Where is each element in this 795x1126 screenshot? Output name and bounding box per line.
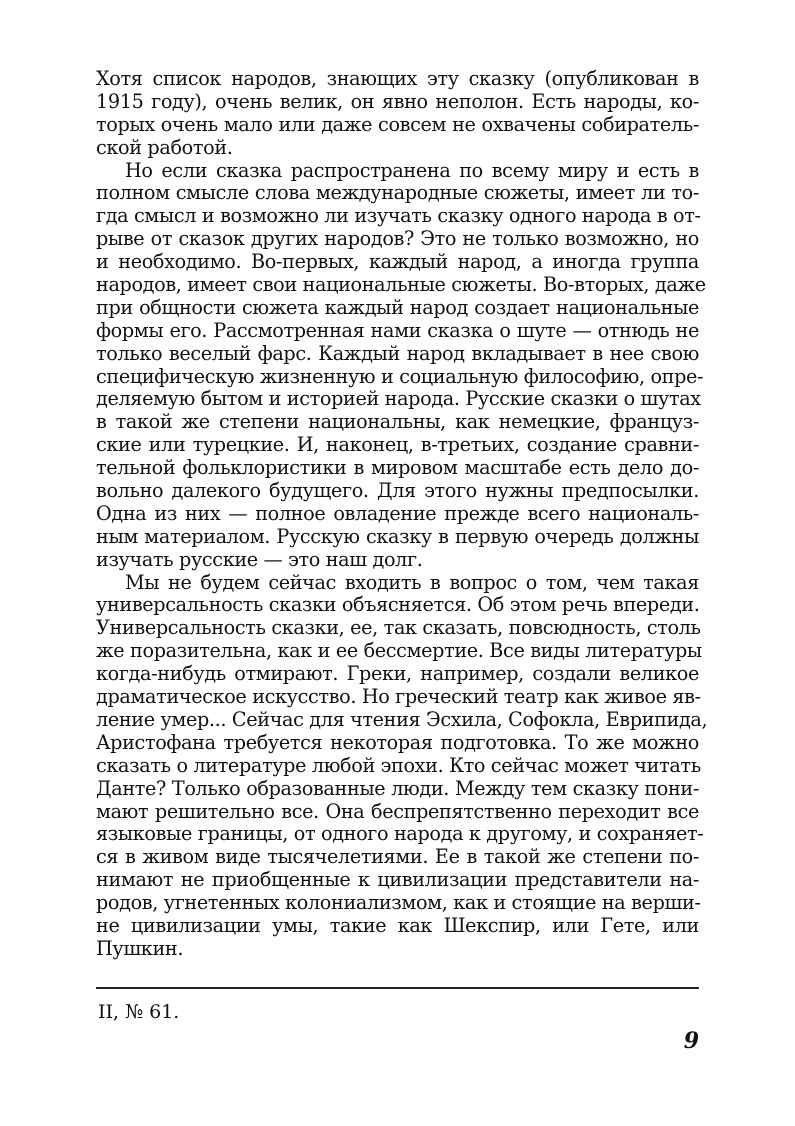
text-line: не цивилизации умы, такие как Шекспир, или Гете, или [96, 913, 699, 937]
text-line: универсальность сказки объясняется. Об этом речь впереди. [96, 593, 700, 617]
text-line: гда смысл и возможно ли изучать сказку одного народа в от- [96, 204, 701, 228]
text-line: Мы не будем сейчас входить в вопрос о том, чем такая [125, 570, 699, 594]
text-line: ным материалом. Русскую сказку в первую очередь должны [96, 524, 699, 548]
text-line: сказать о литературе любой эпохи. Кто сейчас может читать [96, 753, 701, 777]
text-line: народов, имеет свои национальные сюжеты. Во-вторых, даже [96, 273, 706, 297]
footnote: II, № 61. [98, 1001, 180, 1023]
text-line: когда-нибудь отмирают. Греки, например, создали великое [96, 662, 699, 686]
paragraph-1 [96, 68, 699, 160]
text-line: Хотя список народов, знающих эту сказку (опубликован в [96, 67, 699, 90]
text-line: при общности сюжета каждый народ создает национальные [96, 295, 699, 319]
text-line: изучать русские — это наш долг. [96, 547, 423, 571]
text-line: тельной фольклористики в мировом масштабе есть дело до- [96, 456, 699, 480]
text-line: Универсальность сказки, ее, так сказать, повсюдность, столь [96, 616, 701, 640]
page-body [96, 67, 708, 961]
text-line: ские или турецкие. И, наконец, в-третьих, создание сравни- [96, 433, 699, 457]
text-line: ление умер... Сейчас для чтения Эсхила, Софокла, Еврипида, [96, 707, 708, 731]
text-line: Данте? Только образованные люди. Между тем сказку пони- [96, 776, 699, 800]
text-line: только веселый фарс. Каждый народ вкладывает в нее свою [96, 341, 699, 365]
text-line: специфическую жизненную и социальную философию, опре- [96, 364, 704, 388]
text-line: родов, угнетенных колониализмом, как и стоящие на верши- [96, 891, 701, 915]
text-line: Но если сказка распространена по всему миру и есть в [125, 158, 699, 182]
text-line: драматическое искусство. Но греческий театр как живое яв- [96, 685, 701, 709]
text-line: нимают не приобщенные к цивилизации представители на- [96, 868, 699, 892]
text-line: полном смысле слова международные сюжеты, имеет ли то- [96, 181, 699, 205]
text-line: вольно далекого будущего. Для этого нужны предпосылки. [96, 479, 699, 503]
text-line: Аристофана требуется некоторая подготовка. То же можно [96, 730, 699, 754]
text-line: 1915 году), очень велик, он явно неполон. Есть народы, ко- [96, 89, 699, 113]
page-number: 9 [683, 1028, 699, 1054]
text-line: торых очень мало или даже совсем не охвачены собиратель- [96, 112, 699, 136]
text-line: Пушкин. [96, 936, 184, 960]
text-line: и необходимо. Во-первых, каждый народ, а иногда группа [96, 250, 699, 274]
text-line: же поразительна, как и ее бессмертие. Все виды литературы [96, 639, 702, 663]
text-line: мают решительно все. Она беспрепятственно переходит все [96, 799, 699, 823]
footnote-divider [96, 987, 699, 989]
paragraph-2 [96, 158, 706, 572]
text-line: рыве от сказок других народов? Это не только возможно, но [96, 227, 699, 251]
paragraph-3 [96, 570, 708, 961]
text-line: ской работой. [96, 135, 233, 159]
text-line: языковые границы, от одного народа к другому, и сохраняет- [96, 822, 704, 846]
text-line: ся в живом виде тысячелетиями. Ее в такой же степени по- [96, 845, 699, 869]
text-line: Одна из них — полное овладение прежде всего националь- [96, 501, 699, 525]
text-line: деляемую бытом и историей народа. Русские сказки о шутах [96, 387, 701, 411]
text-line: в такой же степени национальны, как немецкие, француз- [96, 410, 699, 434]
text-line: формы его. Рассмотренная нами сказка о шуте — отнюдь не [96, 318, 699, 342]
